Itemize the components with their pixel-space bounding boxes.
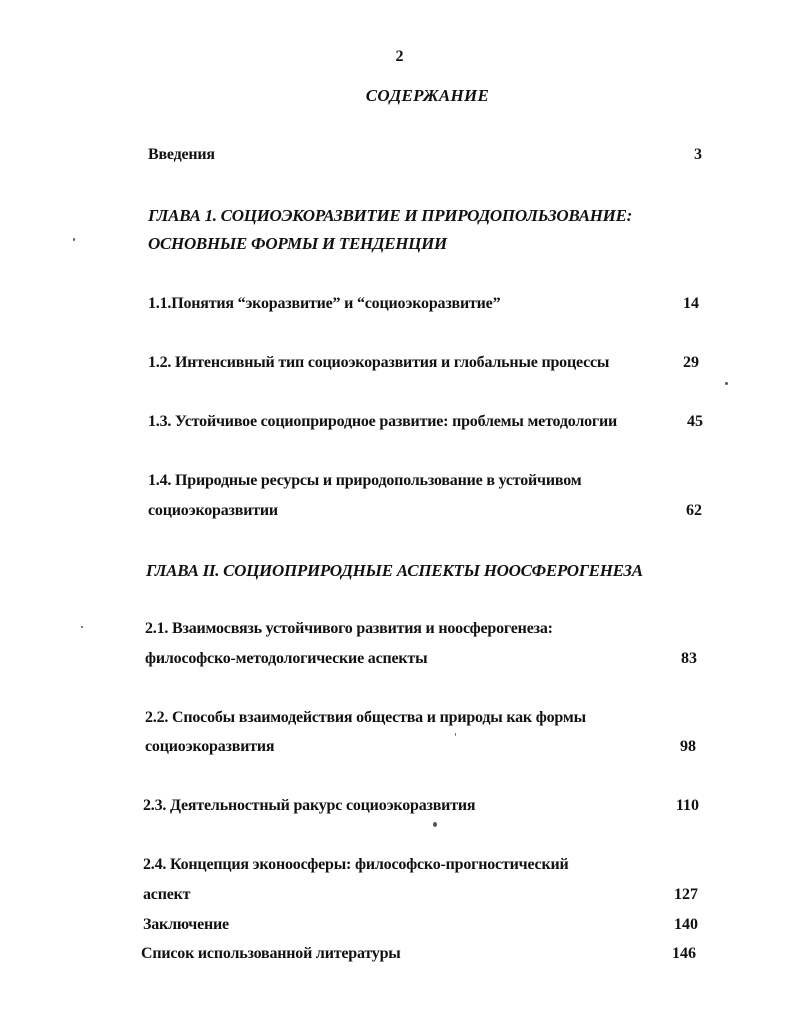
toc-entry-2-2-line2: социоэкоразвития [145, 738, 275, 755]
toc-entry-2-4-line2: аспект [143, 886, 191, 903]
chapter-2-heading: ГЛАВА II. СОЦИОПРИРОДНЫЕ АСПЕКТЫ НООСФЕРОГЕНЕЗА [146, 561, 643, 580]
scan-speck [455, 733, 456, 736]
toc-entry-1-2: 1.2. Интенсивный тип социоэкоразвития и глобальные процессы [148, 354, 610, 371]
toc-entry-bibliography: Список использованной литературы [141, 945, 401, 962]
scan-speck [433, 822, 437, 827]
toc-page-1-4: 62 [686, 502, 702, 519]
toc-page-1-1: 14 [683, 295, 699, 312]
toc-entry-2-4-line1: 2.4. Концепция эконоосферы: философско-прогностический [143, 856, 569, 873]
toc-page-intro: 3 [694, 146, 702, 163]
toc-entry-2-1-line2: философско-методологические аспекты [145, 650, 428, 667]
chapter-1-heading-line2: ОСНОВНЫЕ ФОРМЫ И ТЕНДЕНЦИИ [148, 234, 447, 253]
toc-page-2-4: 127 [674, 886, 698, 903]
scan-speck [725, 382, 728, 385]
toc-entry-conclusion: Заключение [143, 916, 229, 933]
toc-entry-2-3: 2.3. Деятельностный ракурс социоэкоразвития [143, 797, 476, 814]
scan-speck [73, 238, 75, 241]
toc-page-1-3: 45 [687, 413, 703, 430]
toc-entry-intro: Введения [148, 146, 215, 163]
toc-entry-2-1-line1: 2.1. Взаимосвязь устойчивого развития и ноосферогенеза: [145, 620, 553, 637]
toc-page-2-1: 83 [681, 650, 697, 667]
page-number: 2 [395, 48, 404, 65]
toc-page-2-2: 98 [680, 738, 696, 755]
toc-entry-1-4-line1: 1.4. Природные ресурсы и природопользование в устойчивом [148, 472, 582, 489]
toc-entry-1-3: 1.3. Устойчивое социоприродное развитие: проблемы методологии [148, 413, 618, 430]
toc-entry-2-2-line1: 2.2. Способы взаимодействия общества и природы как формы [145, 709, 586, 726]
toc-page-bibliography: 146 [672, 945, 696, 962]
toc-title: СОДЕРЖАНИЕ [365, 86, 490, 105]
toc-entry-1-4-line2: социоэкоразвитии [148, 502, 278, 519]
toc-page-1-2: 29 [683, 354, 699, 371]
toc-page-2-3: 110 [675, 797, 699, 814]
toc-entry-1-1: 1.1.Понятия “экоразвитие” и “социоэкоразвитие” [148, 295, 501, 312]
chapter-1-heading-line1: ГЛАВА 1. СОЦИОЭКОРАЗВИТИЕ И ПРИРОДОПОЛЬЗОВАНИЕ: [148, 206, 633, 225]
toc-page-conclusion: 140 [674, 916, 698, 933]
scan-speck [81, 626, 83, 628]
